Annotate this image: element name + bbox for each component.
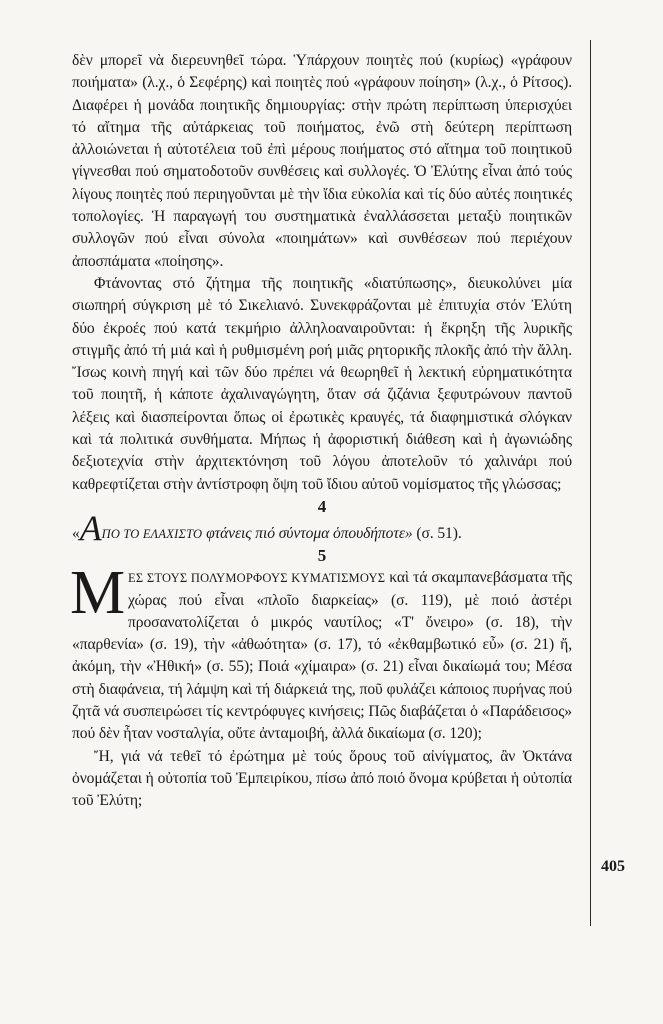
section-heading-5: 5: [317, 546, 327, 566]
page-number: 405: [601, 858, 625, 875]
section-4-caps: ΠΟ ΤΟ ΕΛΑΧΙΣΤΟ: [101, 526, 203, 541]
open-quote: «: [72, 524, 80, 542]
text-column: [72, 50, 572, 813]
margin-rule: [590, 40, 591, 926]
section-5-paragraph: [70, 559, 572, 745]
initial-letter-4: Α: [79, 507, 102, 548]
section-5-body: καὶ τά σκαμπανεβάσματα τῆς χώρας πού εἶναι «πλοῖο διαρκείας» (σ. 119), μὲ ποιό ἀστέρι προσανατολίζεται ὁ μικρός ναυτίλος; «Τ' ὄνειρο» (σ. 18), τὴν «παρθενία» (σ. 19), τὴν «ἀθωότητα» (σ. 17), τό «ἐκθαμβωτικό εὖ» (σ. 21) ἤ, ἀκόμη, τὴν «Ἠθική» (σ. 55); Ποιά «χίμαιρα» (σ. 21) εἶναι δικαίωμά του; Μέσα στὴ διαφάνεια, τή λάμψη καὶ τή διάρκειά της, ποῦ φυλάζει κάποιος πυρήνας πού ζητᾶ νά συσπειρώσει τίς κεντρόφυγες κινήσεις; Πῶς διαβάζεται ὁ «Παράδεισος» πού δὲν ἦταν νοσταλγία, οὔτε ἀνταμοιβή, ἀλλά δικαίωμα (σ. 120);: [72, 569, 572, 743]
paragraph-2: Φτάνοντας στό ζήτημα τῆς ποιητικῆς «διατύπωσης», διευκολύνει μία σιωπηρή σύγκριση μὲ τό Σικελιανό. Συνεκφράζονται μὲ ἐπιτυχία στόν Ἐλύτη δύο ἐκροές πού κατά τεκμήριο ἀλληλοαναιροῦνται: ἡ ἔκρηξη τῆς λυρικῆς στιγμῆς ἀπό τή μιά καὶ ἡ ρυθμισμένη ροή μιᾶς ρητορικῆς πλοκῆς ἀπό τὴν ἄλλη. Ἴσως κοινὴ πηγή καὶ τῶν δύο πρέπει νά θεωρηθεῖ ἡ λεκτική εὐρηματικότητα τοῦ ποιητῆ, ἡ κάποτε ἀχαλιναγώγητη, ὅταν σά ζιζάνια ξεφυτρώνουν παντοῦ λέξεις καὶ διασπείρονται ὅπως οἱ ἐρωτικὲς κραυγές, τά διαφημιστικά σλόγκαν καὶ τά πολιτικά συνθήματα. Μήπως ἡ ἀφοριστική διάθεση καὶ ἡ ἀγωνιώδης δεξιοτεχνία στὴν ἀρχιτεκτόνηση τοῦ λόγου ἀποτελοῦν τό χαλινάρι πού καθρεφτίζεται στὴν ἀντίστροφη ὄψη τοῦ ἴδιου αὐτοῦ νομίσματος τῆς γλώσσας;: [72, 274, 572, 493]
section-heading-4: 4: [317, 496, 327, 516]
section-4-quote: [72, 507, 572, 548]
drop-cap-5: Μ: [70, 559, 126, 628]
paragraph-1: δὲν μπορεῖ νὰ διερευνηθεῖ τώρα. Ὑπάρχουν ποιητὲς πού (κυρίως) «γράφουν ποιήματα» (λ.χ., ὁ Σεφέρης) καὶ ποιητὲς πού «γράφουν ποίηση» (λ.χ., ὁ Ρίτσος). Διαφέρει ἡ μονάδα ποιητικῆς δημιουργίας: στὴν πρώτη περίπτωση ὑπερισχύει τό αἴτημα τῆς αὐτάρκειας τοῦ ποιήματος, ἐνῶ στὴ δεύτερη περίπτωση ἀλλοιώνεται ἡ αὐτοτέλεια τοῦ ἐπὶ μέρους ποιήματος στό αἴτημα τοῦ ποιητικοῦ γίγνεσθαι πού σηματοδοτοῦν συνθέσεις καὶ συλλογές. Ὁ Ἐλύτης εἶναι ἀπό τούς λίγους ποιητὲς πού περιηγοῦνται μὲ τὴν ἴδια εὐκολία καὶ τίς δύο αὐτές ποιητικές τοπολογίες. Ἡ παραγωγή του συστηματικὰ ἐναλλάσσεται μεταξὺ ποιητικῶν συλλογῶν πού εἶναι σύνολα «ποιημάτων» καὶ συνθέσεων πού περιέχουν ἀποσπάματα «ποίησης».: [72, 52, 572, 270]
paragraph-last: Ἤ, γιά νά τεθεῖ τό ἐρώτημα μὲ τούς ὅρους τοῦ αἰνίγματος, ἂν Ὀκτάνα ὀνομάζεται ἡ οὐτοπία τοῦ Ἐμπειρίκου, πίσω ἀπό ποιό ὄνομα κρύβεται ἡ οὐτοπία τοῦ Ἐλύτη;: [72, 747, 572, 810]
section-4-ref: (σ. 51).: [412, 524, 462, 542]
section-5-caps: ΕΣ ΣΤΟΥΣ ΠΟΛΥΜΟΡΦΟΥΣ ΚΥΜΑΤΙΣΜΟΥΣ: [128, 571, 386, 586]
section-4-italic: φτάνεις πιό σύντομα ὁπουδήποτε»: [202, 524, 413, 542]
